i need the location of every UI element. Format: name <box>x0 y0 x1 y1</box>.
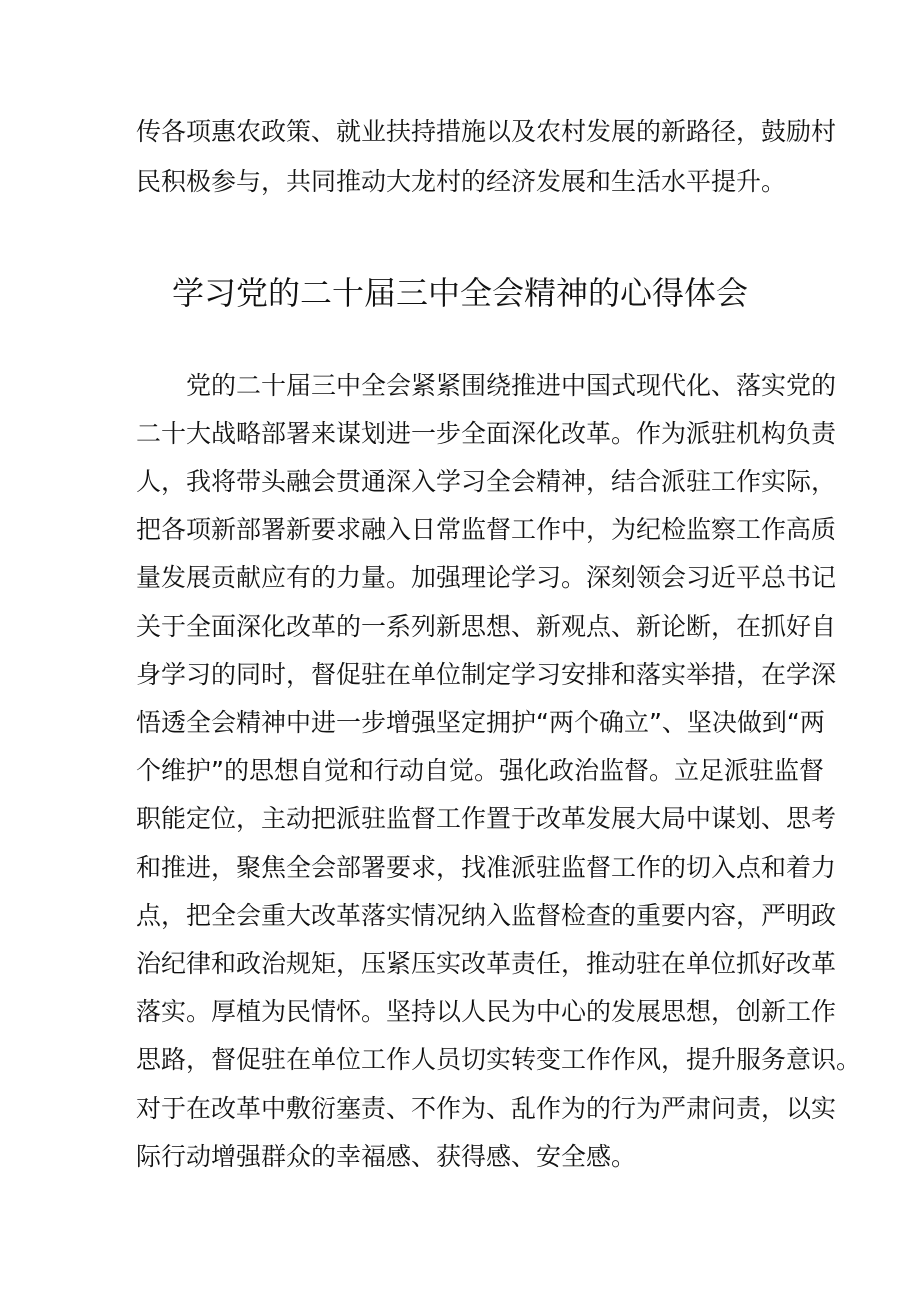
paragraph-line: 和推进，聚焦全会部署要求，找准派驻监督工作的切入点和着力 <box>136 853 837 882</box>
paragraph-line: 落实。厚植为民情怀。坚持以人民为中心的发展思想，创新工作 <box>136 997 837 1026</box>
paragraph-line: 点，把全会重大改革落实情况纳入监督检查的重要内容，严明政 <box>136 901 837 930</box>
intro-line: 传各项惠农政策、就业扶持措施以及农村发展的新路径，鼓励村 <box>136 117 837 146</box>
paragraph-line: 党的二十届三中全会紧紧围绕推进中国式现代化、落实党的 <box>186 371 837 400</box>
paragraph-line: 思路，督促驻在单位工作人员切实转变工作作风，提升服务意识。 <box>136 1045 862 1074</box>
paragraph-line: 际行动增强群众的幸福感、获得感、安全感。 <box>136 1142 637 1171</box>
paragraph-line: 个维护”的思想自觉和行动自觉。强化政治监督。立足派驻监督 <box>136 756 824 785</box>
paragraph-line: 身学习的同时，督促驻在单位制定学习安排和落实举措，在学深 <box>136 660 837 689</box>
intro-line: 民积极参与，共同推动大龙村的经济发展和生活水平提升。 <box>136 167 787 196</box>
paragraph-line: 人，我将带头融会贯通深入学习全会精神，结合派驻工作实际， <box>136 467 837 496</box>
paragraph-line: 二十大战略部署来谋划进一步全面深化改革。作为派驻机构负责 <box>136 419 837 448</box>
paragraph-line: 职能定位，主动把派驻监督工作置于改革发展大局中谋划、思考 <box>136 804 837 833</box>
paragraph-line: 悟透全会精神中进一步增强坚定拥护“两个确立”、坚决做到“两 <box>136 708 825 737</box>
paragraph-line: 把各项新部署新要求融入日常监督工作中，为纪检监察工作高质 <box>136 515 837 544</box>
paragraph-line: 关于全面深化改革的一系列新思想、新观点、新论断，在抓好自 <box>136 612 837 641</box>
paragraph-line: 治纪律和政治规矩，压紧压实改革责任，推动驻在单位抓好改革 <box>136 949 837 978</box>
article-title: 学习党的二十届三中全会精神的心得体会 <box>171 274 748 312</box>
paragraph-line: 对于在改革中敷衍塞责、不作为、乱作为的行为严肃问责，以实 <box>136 1094 837 1123</box>
paragraph-line: 量发展贡献应有的力量。加强理论学习。深刻领会习近平总书记 <box>136 563 837 592</box>
